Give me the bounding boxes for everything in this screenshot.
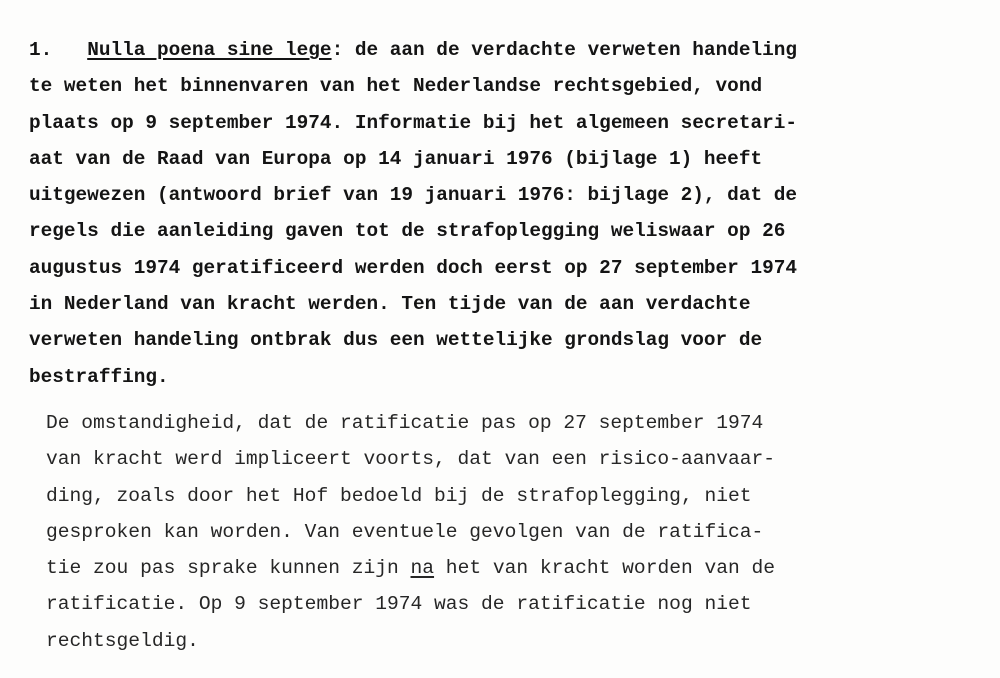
paragraph-1-line-6: regels die aanleiding gaven tot de strafoplegging weliswaar op 26 (29, 220, 786, 243)
paragraph-1-line-7: augustus 1974 geratificeerd werden doch eerst op 27 september 1974 (29, 256, 797, 279)
item-number: 1. (29, 39, 53, 61)
paragraph-2-line-3: ding, zoals door het Hof bedoeld bij de strafoplegging, niet (46, 484, 752, 507)
paragraph-1-line-3: plaats op 9 september 1974. Informatie bij het algemeen secretari- (29, 111, 797, 134)
paragraph-2-line-1: De omstandigheid, dat de ratificatie pas op 27 september 1974 (46, 412, 764, 434)
paragraph-1-line-10: bestraffing. (29, 365, 169, 388)
paragraph-1-line-8: in Nederland van kracht werden. Ten tijde van de aan verdachte (29, 293, 751, 316)
paragraph-1-line-5: uitgewezen (antwoord brief van 19 januari 1976: bijlage 2), dat de (29, 184, 797, 207)
line-5-before: tie zou pas sprake kunnen zijn (46, 557, 411, 580)
paragraph-1-line-4: aat van de Raad van Europa op 14 januari 1976 (bijlage 1) heeft (29, 147, 763, 170)
paragraph-2-line-6: ratificatie. Op 9 september 1974 was de ratificatie nog niet (46, 593, 752, 616)
paragraph-2-line-7: rechtsgeldig. (46, 629, 199, 652)
paragraph-2-line-5 (46, 550, 775, 586)
paragraph-1-line-1 (29, 32, 797, 68)
paragraph-1-line-2: te weten het binnenvaren van het Nederlandse rechtsgebied, vond (29, 75, 763, 98)
emphasis-na: na (410, 557, 435, 580)
heading-nulla-poena: Nulla poena sine lege (87, 39, 332, 61)
paragraph-2 (46, 405, 775, 659)
paragraph-2-line-4: gesproken kan worden. Van eventuele gevolgen van de ratifica- (46, 520, 764, 543)
line-5-after: het van kracht worden van de (434, 557, 776, 580)
paragraph-1-line-9: verweten handeling ontbrak dus een wettelijke grondslag voor de (29, 329, 763, 352)
paragraph-2-line-2: van kracht werd impliceert voorts, dat van een risico-aanvaar- (46, 448, 776, 471)
line-1-rest: : de aan de verdachte verweten handeling (331, 39, 798, 61)
paragraph-1 (29, 32, 797, 395)
